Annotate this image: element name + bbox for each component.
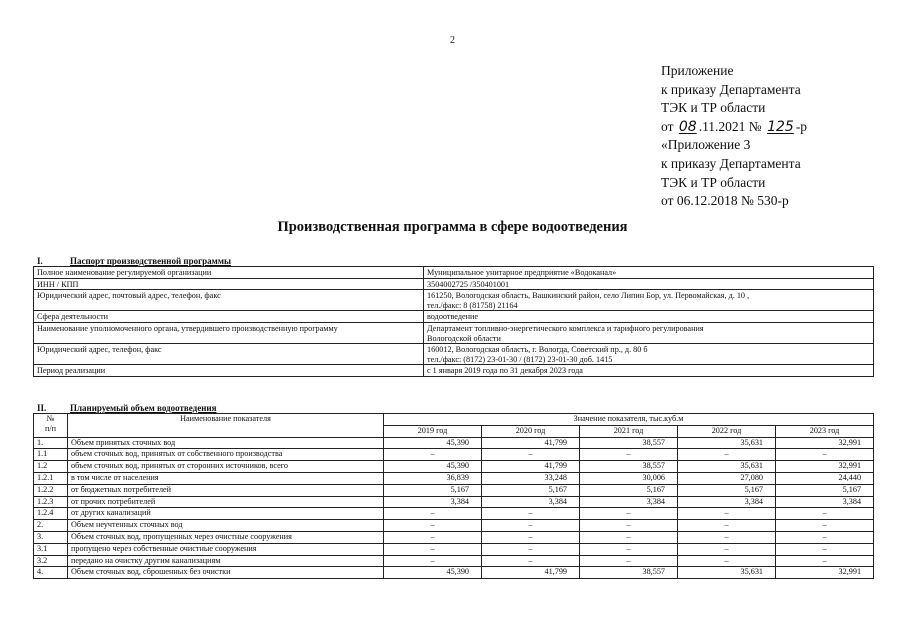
row-value: 32,991 <box>776 437 874 449</box>
row-value: – <box>482 508 580 520</box>
row-value: – <box>580 520 678 532</box>
passport-value-line2: тел./факс: (8172) 23-01-30 / (8172) 23-01-30 доб. 1415 <box>427 354 613 364</box>
row-value: 38,557 <box>580 567 678 579</box>
table-row <box>34 449 874 461</box>
header-number-cell <box>34 414 68 438</box>
appendix-block <box>661 62 807 211</box>
table-row <box>34 531 874 543</box>
row-value: – <box>678 520 776 532</box>
row-number: 1.2 <box>34 461 68 473</box>
table-row <box>34 520 874 532</box>
passport-value: 160012, Вологодская область, г. Вологда, Советский пр., д. 80 б <box>427 345 648 355</box>
row-value: – <box>384 449 482 461</box>
header-name-cell: Наименование показателя <box>68 414 384 438</box>
row-value: 3,384 <box>678 496 776 508</box>
row-value: – <box>678 543 776 555</box>
row-name: от других канализаций <box>68 508 384 520</box>
table-row <box>34 472 874 484</box>
row-value: 41,799 <box>482 461 580 473</box>
row-value: 3,384 <box>776 496 874 508</box>
header-value-group: Значение показателя, тыс.куб.м <box>384 414 874 426</box>
passport-value: Департамент топливно-энергетического комплекса и тарифного регулирования <box>427 323 704 333</box>
row-number: 1. <box>34 437 68 449</box>
appendix-line: к приказу Департамента <box>661 81 801 97</box>
row-value: 3,384 <box>580 496 678 508</box>
passport-row <box>34 267 874 279</box>
passport-label: Полное наименование регулируемой организации <box>34 267 424 279</box>
row-number: 3.2 <box>34 555 68 567</box>
row-value: – <box>776 449 874 461</box>
appendix-date-line <box>661 118 807 137</box>
passport-value-cell <box>424 344 874 365</box>
table-row <box>34 543 874 555</box>
table-row <box>34 508 874 520</box>
appendix-line: к приказу Департамента <box>661 155 801 171</box>
row-value: – <box>776 520 874 532</box>
row-name: объем сточных вод, принятых от собственного производства <box>68 449 384 461</box>
appendix-date-prefix: от <box>661 118 677 134</box>
header-year: 2023 год <box>776 425 874 437</box>
passport-label: ИНН / КПП <box>34 278 424 290</box>
row-name: Объем неучтенных сточных вод <box>68 520 384 532</box>
row-number: 1.1 <box>34 449 68 461</box>
appendix-line: «Приложение 3 <box>661 137 751 153</box>
row-value: 5,167 <box>384 484 482 496</box>
header-year: 2019 год <box>384 425 482 437</box>
table-row <box>34 437 874 449</box>
row-value: – <box>384 555 482 567</box>
row-value: – <box>482 555 580 567</box>
section1-number: I. <box>37 256 43 266</box>
row-value: 32,991 <box>776 461 874 473</box>
row-value: 30,006 <box>580 472 678 484</box>
row-number: 4. <box>34 567 68 579</box>
row-name: Объем сточных вод, сброшенных без очистки <box>68 567 384 579</box>
row-name: Объем принятых сточных вод <box>68 437 384 449</box>
row-value: 41,799 <box>482 437 580 449</box>
row-number: 1.2.1 <box>34 472 68 484</box>
row-number: 3.1 <box>34 543 68 555</box>
appendix-line: ТЭК и ТР области <box>661 100 766 116</box>
section2-title: Планируемый объем водоотведения <box>70 403 217 413</box>
table-row <box>34 461 874 473</box>
row-name: передано на очистку другим канализациям <box>68 555 384 567</box>
row-value: – <box>580 531 678 543</box>
row-name: объем сточных вод, принятых от сторонних источников, всего <box>68 461 384 473</box>
table-row <box>34 496 874 508</box>
passport-label: Период реализации <box>34 365 424 377</box>
page-number: 2 <box>450 35 455 46</box>
row-value: – <box>482 520 580 532</box>
row-value: 27,080 <box>678 472 776 484</box>
row-value: 45,390 <box>384 567 482 579</box>
section1-title: Паспорт производственной программы <box>70 256 231 266</box>
row-value: – <box>482 449 580 461</box>
row-number: 3. <box>34 531 68 543</box>
row-value: – <box>384 531 482 543</box>
row-value: – <box>482 543 580 555</box>
passport-value-cell <box>424 290 874 311</box>
header-number-line1: № <box>46 414 55 423</box>
passport-table <box>33 266 874 377</box>
row-value: – <box>580 543 678 555</box>
handwritten-day: 08 <box>678 118 697 135</box>
passport-row <box>34 311 874 323</box>
passport-value: 3504002725 /350401001 <box>427 279 510 289</box>
passport-row <box>34 322 874 343</box>
row-value: – <box>776 508 874 520</box>
passport-value-cell <box>424 278 874 290</box>
passport-value: Муниципальное унитарное предприятие «Водоканал» <box>427 268 617 277</box>
passport-value-cell <box>424 311 874 323</box>
row-value: 3,384 <box>384 496 482 508</box>
row-value: 45,390 <box>384 461 482 473</box>
passport-value: с 1 января 2019 года по 31 декабря 2023 года <box>427 366 583 376</box>
passport-value-cell <box>424 267 874 279</box>
passport-value-line2: тел./факс: 8 (81758) 21164 <box>427 300 518 310</box>
table-row <box>34 567 874 579</box>
table-row <box>34 555 874 567</box>
passport-row <box>34 278 874 290</box>
appendix-date-mid: .11.2021 № <box>698 118 766 134</box>
row-number: 1.2.2 <box>34 484 68 496</box>
appendix-line: от 06.12.2018 № 530-р <box>661 193 789 209</box>
passport-row <box>34 344 874 365</box>
row-value: 3,384 <box>482 496 580 508</box>
document-title: Производственная программа в сфере водоотведения <box>277 219 628 235</box>
row-value: 5,167 <box>580 484 678 496</box>
row-value: – <box>678 449 776 461</box>
row-name: в том числе от населения <box>68 472 384 484</box>
row-name: от прочих потребителей <box>68 496 384 508</box>
row-value: – <box>482 531 580 543</box>
row-value: – <box>776 555 874 567</box>
row-name: пропущено через собственные очистные сооружения <box>68 543 384 555</box>
handwritten-order-number: 125 <box>767 118 794 135</box>
row-number: 1.2.3 <box>34 496 68 508</box>
passport-label: Сфера деятельности <box>34 311 424 323</box>
passport-row <box>34 290 874 311</box>
appendix-line: Приложение <box>661 63 734 78</box>
row-value: – <box>678 508 776 520</box>
row-value: – <box>384 520 482 532</box>
row-value: 5,167 <box>678 484 776 496</box>
row-value: 5,167 <box>776 484 874 496</box>
row-name: от бюджетных потребителей <box>68 484 384 496</box>
row-value: 45,390 <box>384 437 482 449</box>
appendix-line: ТЭК и ТР области <box>661 174 766 190</box>
row-number: 1.2.4 <box>34 508 68 520</box>
row-number: 2. <box>34 520 68 532</box>
row-value: – <box>776 543 874 555</box>
row-value: 38,557 <box>580 437 678 449</box>
header-year: 2021 год <box>580 425 678 437</box>
row-value: – <box>776 531 874 543</box>
passport-row <box>34 365 874 377</box>
planned-volume-table <box>33 413 874 579</box>
row-value: – <box>678 555 776 567</box>
appendix-date-suffix: -р <box>795 118 808 134</box>
table-row <box>34 484 874 496</box>
row-value: – <box>678 531 776 543</box>
row-value: 41,799 <box>482 567 580 579</box>
passport-label: Юридический адрес, почтовый адрес, телефон, факс <box>34 290 424 311</box>
row-value: – <box>384 508 482 520</box>
section1-heading <box>37 256 231 266</box>
row-value: – <box>580 508 678 520</box>
passport-label: Наименование уполномоченного органа, утвердившего производственную программу <box>34 322 424 343</box>
row-value: 36,839 <box>384 472 482 484</box>
row-value: 5,167 <box>482 484 580 496</box>
row-value: 38,557 <box>580 461 678 473</box>
row-value: 32,991 <box>776 567 874 579</box>
row-value: 24,440 <box>776 472 874 484</box>
table-header-row <box>34 414 874 426</box>
row-value: 33,248 <box>482 472 580 484</box>
header-year: 2022 год <box>678 425 776 437</box>
passport-value: водоотведение <box>427 312 479 322</box>
row-value: 35,631 <box>678 437 776 449</box>
section2-number: II. <box>37 403 47 413</box>
row-name: Объем сточных вод, пропущенных через очистные сооружения <box>68 531 384 543</box>
row-value: – <box>580 555 678 567</box>
passport-value-line2: Вологодской области <box>427 333 501 343</box>
row-value: – <box>384 543 482 555</box>
passport-value: 161250, Вологодская область, Вашкинский район, село Липин Бор, ул. Первомайская, д. 10 , <box>427 291 750 301</box>
passport-value-cell <box>424 365 874 377</box>
row-value: – <box>580 449 678 461</box>
passport-value-cell <box>424 322 874 343</box>
header-number-line2: п/п <box>44 423 57 433</box>
header-year: 2020 год <box>482 425 580 437</box>
row-value: 35,631 <box>678 461 776 473</box>
section2-heading <box>37 403 216 413</box>
passport-label: Юридический адрес, телефон, факс <box>34 344 424 365</box>
row-value: 35,631 <box>678 567 776 579</box>
